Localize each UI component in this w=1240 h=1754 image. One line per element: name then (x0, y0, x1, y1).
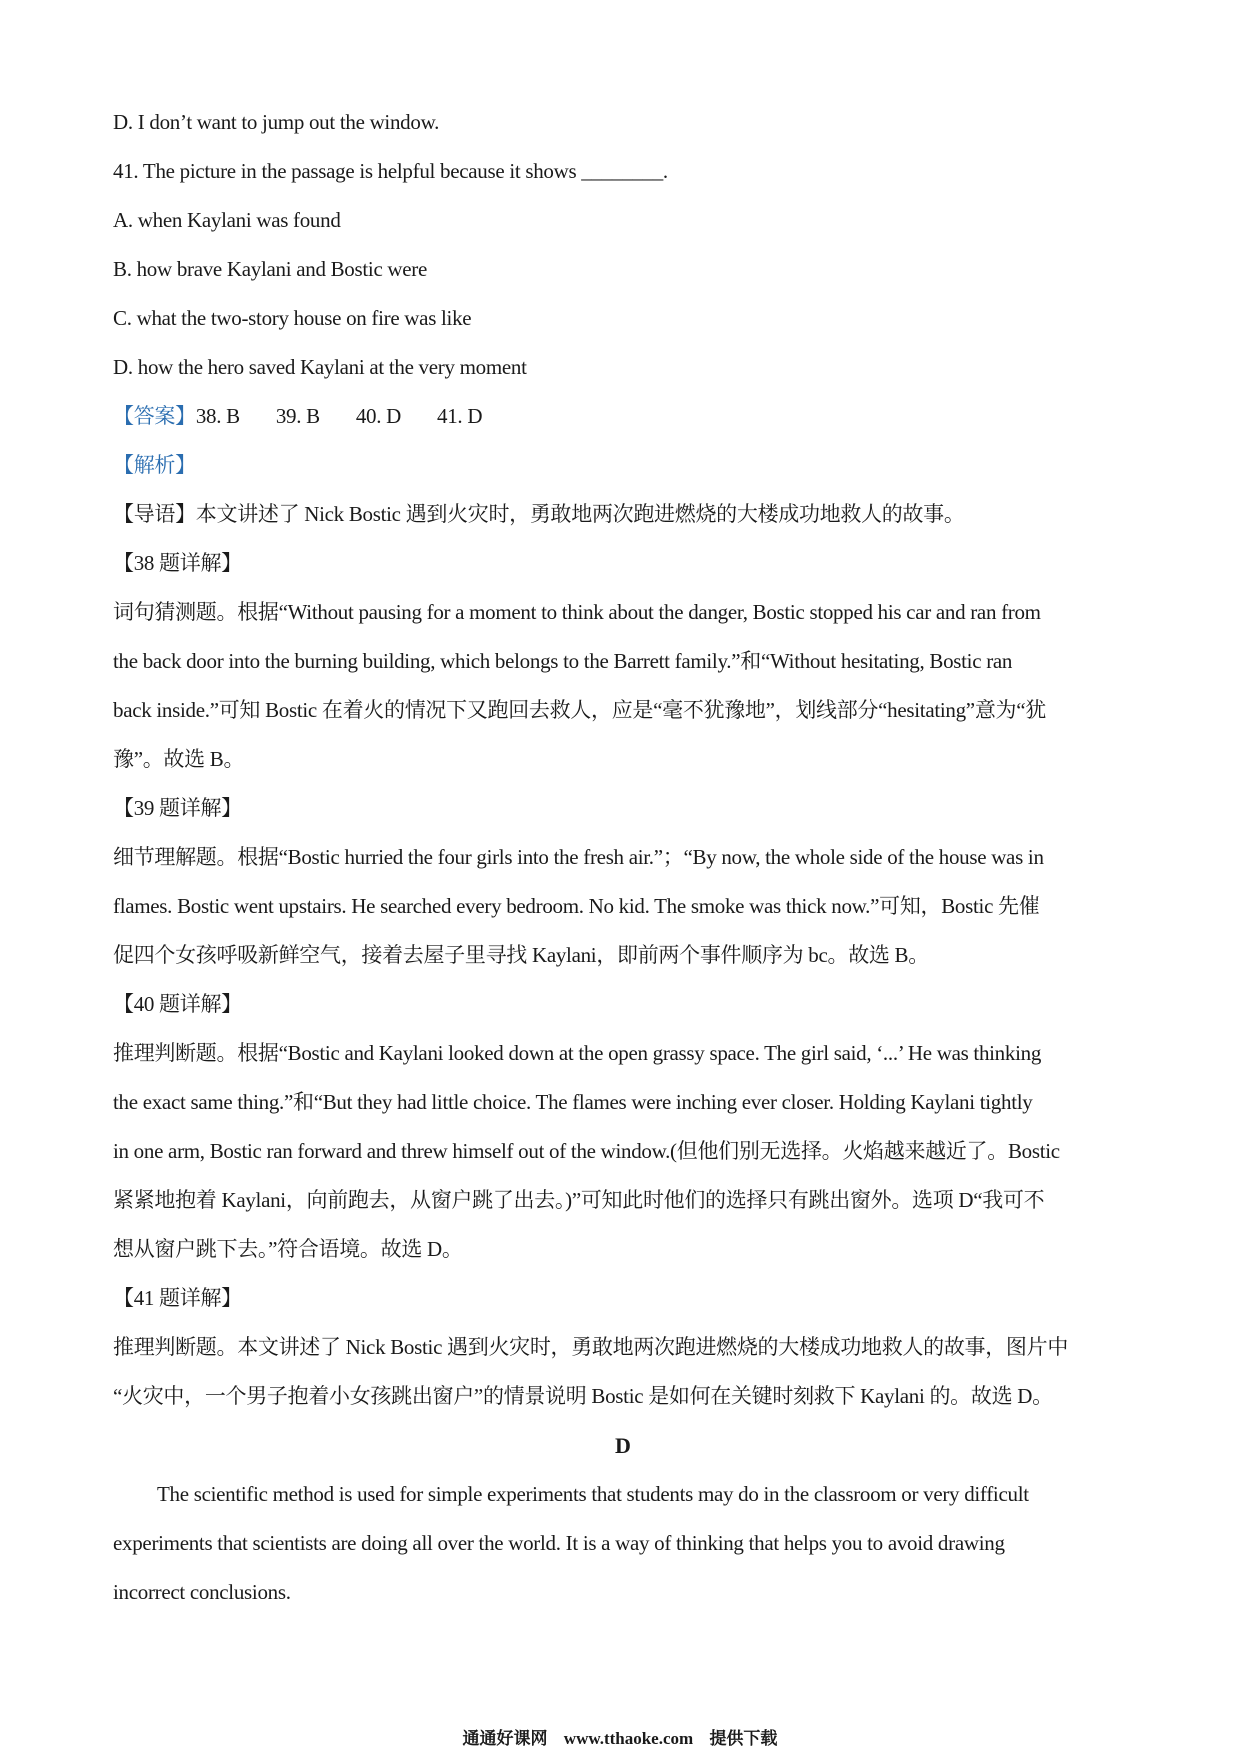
detail-39-heading: 【39 题详解】 (113, 796, 242, 820)
q41-option-a: A. when Kaylani was found (113, 208, 341, 232)
analysis-intro: 【导语】本文讲述了 Nick Bostic 遇到火灾时，勇敢地两次跑进燃烧的大楼成功地救人的故事。 (113, 502, 965, 526)
answer-38: 38. B (195, 404, 240, 428)
section-d-line: incorrect conclusions. (113, 1580, 291, 1604)
detail-38-body (113, 588, 1133, 784)
q40-option-d: D. I don’t want to jump out the window. (113, 110, 440, 134)
detail-39-line: 细节理解题。根据“Bostic hurried the four girls into the fresh air.”；“By now, the whole side of the house was in (113, 845, 1044, 869)
answer-39: 39. B (275, 404, 320, 428)
detail-40-heading: 【40 题详解】 (113, 992, 242, 1016)
footer-url[interactable]: www.tthaoke.com (563, 1729, 694, 1748)
answer-label: 【答案】 (113, 404, 196, 428)
detail-40-line: 紧紧地抱着 Kaylani，向前跑去，从窗户跳了出去。)”可知此时他们的选择只有跳出窗外。选项 D“我可不 (113, 1188, 1045, 1212)
detail-38-line: 豫”。故选 B。 (113, 747, 245, 771)
detail-41-body (113, 1323, 1133, 1421)
page-footer (0, 1724, 1240, 1749)
section-d-line: experiments that scientists are doing all over the world. It is a way of thinking that helps you to avoid drawing (113, 1531, 1005, 1555)
detail-41-heading: 【41 题详解】 (113, 1286, 242, 1310)
q41-option-d: D. how the hero saved Kaylani at the very moment (113, 355, 527, 379)
q41-option-b: B. how brave Kaylani and Bostic were (113, 257, 428, 281)
answer-row (113, 392, 1133, 441)
detail-38-heading: 【38 题详解】 (113, 551, 242, 575)
detail-40-line: 推理判断题。根据“Bostic and Kaylani looked down at the open grassy space. The girl said, ‘...’ He was thinking (113, 1041, 1042, 1065)
answer-41: 41. D (437, 404, 483, 428)
answer-40: 40. D (355, 404, 402, 428)
section-d-paragraph (113, 1470, 1133, 1617)
detail-38-line: 词句猜测题。根据“Without pausing for a moment to think about the danger, Bostic stopped his car and ran from (113, 600, 1041, 624)
detail-40-line: in one arm, Bostic ran forward and threw himself out of the window.(但他们别无选择。火焰越来越近了。Bostic (113, 1139, 1060, 1163)
detail-39-line: 促四个女孩呼吸新鲜空气，接着去屋子里寻找 Kaylani，即前两个事件顺序为 bc。故选 B。 (113, 943, 929, 967)
detail-40-line: the exact same thing.”和“But they had little choice. The flames were inching ever closer. Holding Kaylani tightly (113, 1090, 1033, 1114)
detail-39-body (113, 833, 1133, 980)
footer-site-name: 通通好课网 (462, 1729, 548, 1748)
page-content (113, 98, 1133, 1617)
section-d-heading: D (615, 1433, 631, 1458)
detail-39-line: flames. Bostic went upstairs. He searched every bedroom. No kid. The smoke was thick now.”可知，Bostic 先催 (113, 894, 1040, 918)
detail-41-line: “火灾中，一个男子抱着小女孩跳出窗户”的情景说明 Bostic 是如何在关键时刻救下 Kaylani 的。故选 D。 (113, 1384, 1053, 1408)
q41-stem: 41. The picture in the passage is helpful because it shows ________. (113, 159, 668, 183)
detail-40-line: 想从窗户跳下去。”符合语境。故选 D。 (113, 1237, 463, 1261)
detail-38-line: back inside.”可知 Bostic 在着火的情况下又跑回去救人，应是“毫不犹豫地”，划线部分“hesitating”意为“犹 (113, 698, 1046, 722)
section-d-line: The scientific method is used for simple experiments that students may do in the classroom or very difficult (157, 1482, 1029, 1506)
footer-tagline: 提供下载 (709, 1729, 778, 1748)
q41-option-c: C. what the two-story house on fire was like (113, 306, 472, 330)
detail-40-body (113, 1029, 1133, 1274)
detail-41-line: 推理判断题。本文讲述了 Nick Bostic 遇到火灾时，勇敢地两次跑进燃烧的大楼成功地救人的故事，图片中 (113, 1335, 1069, 1359)
analysis-label: 【解析】 (113, 453, 196, 477)
detail-38-line: the back door into the burning building, which belongs to the Barrett family.”和“Without hesitating, Bostic ran (113, 649, 1013, 673)
